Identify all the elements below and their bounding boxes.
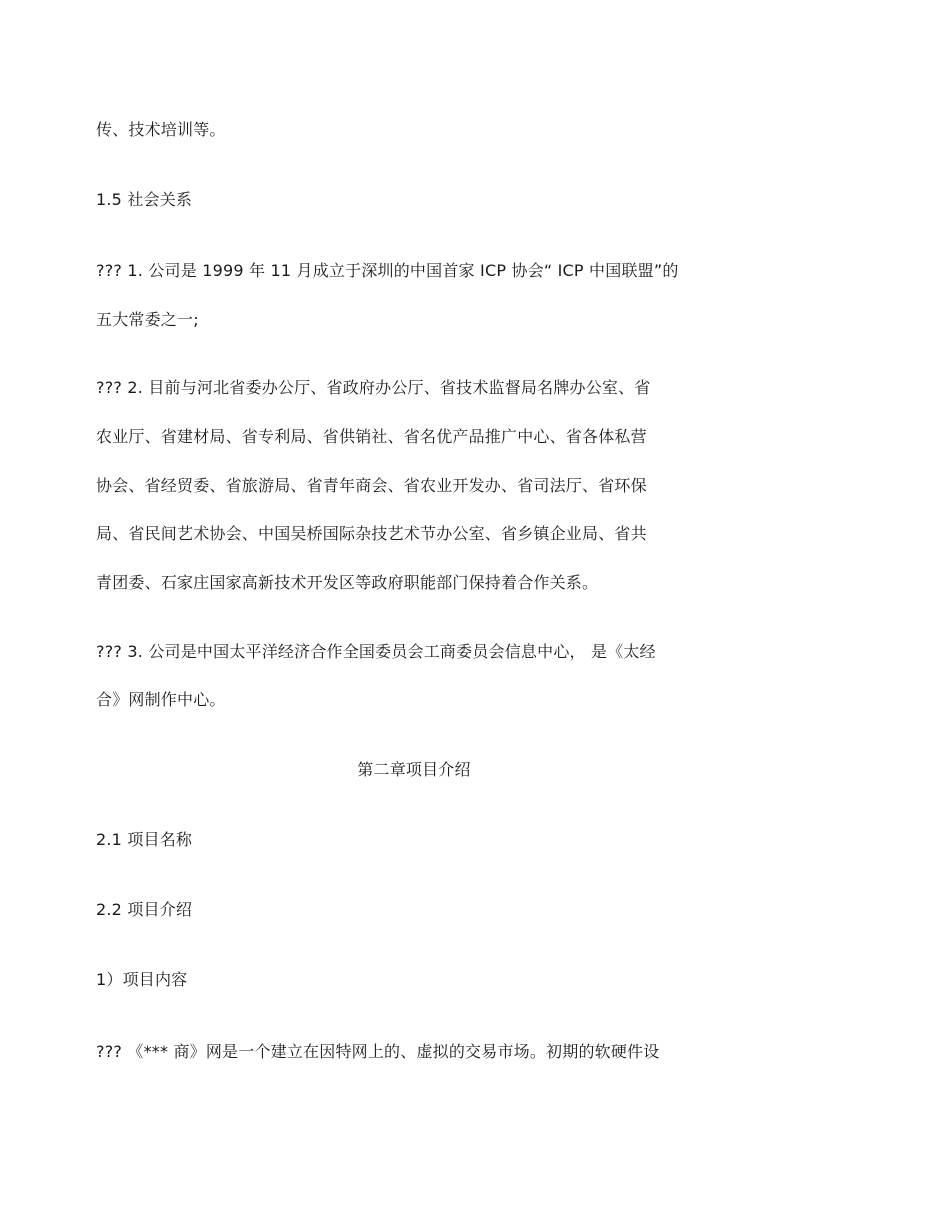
paragraph-line: ??? 《*** 商》网是一个建立在因特网上的、虚拟的交易市场。初期的软硬件设 [96,1042,660,1061]
paragraph-line: 五大常委之一; [96,310,199,329]
paragraph-line: 传、技术培训等。 [96,120,226,139]
section-heading-1-5: 1.5 社会关系 [96,190,193,209]
paragraph-line: ??? 3. 公司是中国太平洋经济合作全国委员会工商委员会信息中心， 是《太经 [96,642,656,661]
subsection-heading: 1）项目内容 [96,970,188,989]
chapter-title: 第二章项目介绍 [357,760,471,779]
paragraph-line: 青团委、石家庄国家高新技术开发区等政府职能部门保持着合作关系。 [96,573,599,592]
section-heading-2-1: 2.1 项目名称 [96,830,193,849]
section-heading-2-2: 2.2 项目介绍 [96,900,193,919]
paragraph-line: 农业厅、省建材局、省专利局、省供销社、省名优产品推广中心、省各体私营 [96,427,647,446]
paragraph-line: 合》网制作中心。 [96,690,226,709]
paragraph-line: ??? 1. 公司是 1999 年 11 月成立于深圳的中国首家 ICP 协会“ ICP 中国联盟”的 [96,261,679,280]
paragraph-line: 协会、省经贸委、省旅游局、省青年商会、省农业开发办、省司法厅、省环保 [96,476,647,495]
paragraph-line: 局、省民间艺术协会、中国吴桥国际杂技艺术节办公室、省乡镇企业局、省共 [96,524,647,543]
paragraph-line: ??? 2. 目前与河北省委办公厅、省政府办公厅、省技术监督局名牌办公室、省 [96,378,651,397]
